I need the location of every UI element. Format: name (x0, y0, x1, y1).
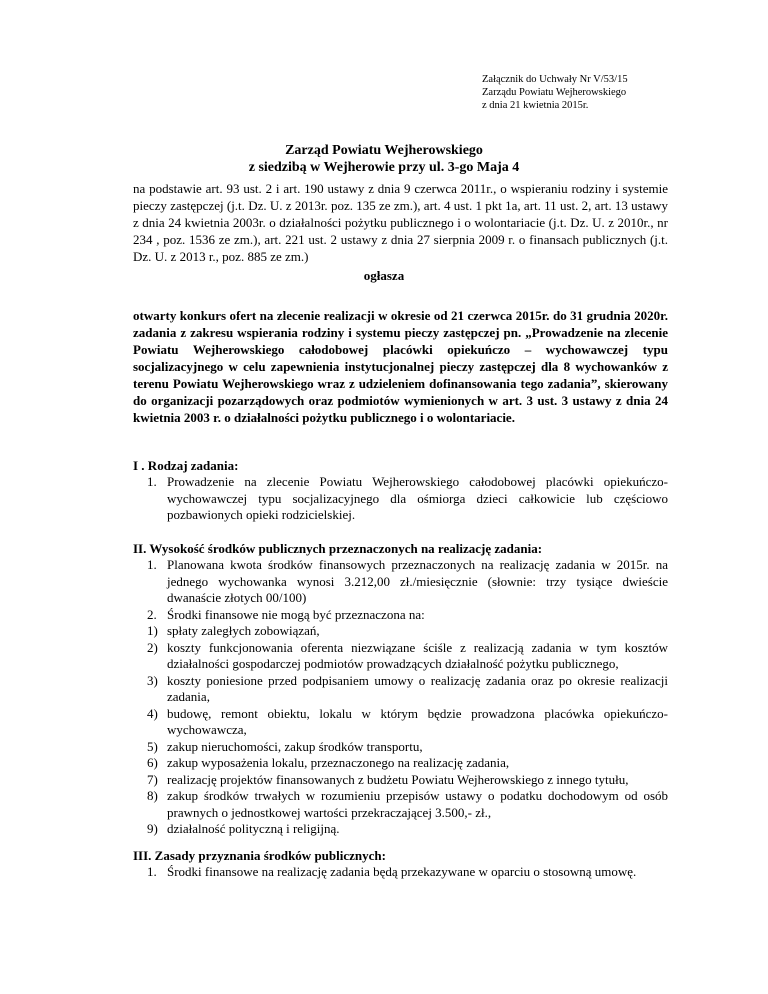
list-item (133, 706, 668, 739)
item-number: 7) (147, 771, 158, 787)
section-list (133, 557, 668, 838)
title-line: Zarząd Powiatu Wejherowskiego (285, 143, 483, 158)
item-text: Środki finansowe nie mogą być przeznaczona na: (167, 606, 425, 622)
list-item (133, 673, 668, 706)
item-text: realizację projektów finansowanych z budżetu Powiatu Wejherowskiego z innego tytułu, (167, 771, 629, 787)
annex-line: z dnia 21 kwietnia 2015r. (482, 100, 589, 111)
item-text: Środki finansowe na realizację zadania będą przekazywane w oparciu o stosowną umowę. (167, 864, 637, 879)
annex-line: Zarządu Powiatu Wejherowskiego (482, 87, 627, 98)
item-number: 5) (147, 738, 158, 754)
annex-line: Załącznik do Uchwały Nr V/53/15 (482, 74, 628, 85)
list-item (133, 821, 668, 838)
annex-note (482, 73, 628, 112)
item-number: 1. (147, 864, 157, 879)
item-number: 4) (147, 705, 158, 721)
item-number: 6) (147, 755, 158, 770)
list-item (133, 474, 668, 524)
legal-basis (133, 180, 668, 265)
item-number: 9) (147, 821, 158, 836)
section-list (133, 864, 668, 881)
item-text: Prowadzenie na zlecenie Powiatu Wejherowskiego całodobowej placówki opiekuńczo-wychowawczej typu socjalizacyjnego dla ośmiorga dzieci całkowicie lub częściowo pozbawionych opieki rodzicielskiej. (167, 474, 668, 522)
item-number: 2) (147, 639, 158, 655)
section-heading: II. Wysokość środków publicznych przeznaczonych na realizację zadania: (133, 541, 543, 556)
announcement-text: otwarty konkurs ofert na zlecenie realizacji w okresie od 21 czerwca 2015r. do 31 grudnia 2020r. zadania z zakresu wspierania rodziny i systemu pieczy zastępczej pn. „Prowadzenie na zlecenie Powiatu Wejherowskiego całodobowej placówki opiekuńczo – wychowawczej typu socjalizacyjnego w celu zapewnienia instytucjonalnej pieczy zastępczej dla 8 wychowanków z terenu Powiatu Wejherowskiego wraz z udzieleniem dofinansowania tego zadania”, skierowany do organizacji pozarządowych oraz podmiotów wymienionych w art. 3 ust. 3 ustawy z dnia 24 kwietnia 2003 r. o działalności pożytku publicznego i o wolontariacie. (133, 308, 668, 425)
item-number: 3) (147, 672, 158, 688)
item-number: 2. (147, 606, 157, 622)
list-item (133, 557, 668, 607)
section-task-type (133, 458, 668, 524)
section-heading: III. Zasady przyznania środków publicznych: (133, 848, 386, 863)
section-heading: I . Rodzaj zadania: (133, 458, 239, 473)
announcement (133, 307, 668, 426)
item-text: Planowana kwota środków finansowych przeznaczonych na realizację zadania w 2015r. na jednego wychowanka wynosi 3.212,00 zł./miesięcznie (słownie: trzy tysiące dwieście dwanaście złotych 00/100) (167, 557, 668, 605)
list-item (133, 640, 668, 673)
item-text: zakup nieruchomości, zakup środków transportu, (167, 738, 423, 754)
list-item (133, 739, 668, 756)
item-text: działalność polityczną i religijną. (167, 821, 340, 836)
document-title (0, 142, 768, 176)
list-item (133, 623, 668, 640)
item-text: spłaty zaległych zobowiązań, (167, 623, 320, 638)
item-text: zakup wyposażenia lokalu, przeznaczonego na realizację zadania, (167, 755, 510, 770)
list-item (133, 864, 668, 881)
section-funds (133, 541, 668, 838)
announces-heading: ogłasza (363, 268, 405, 283)
list-item (133, 607, 668, 624)
item-number: 8) (147, 788, 158, 803)
item-number: 1) (147, 623, 158, 638)
legal-basis-text: na podstawie art. 93 ust. 2 i art. 190 ustawy z dnia 9 czerwca 2011r., o wspieraniu rodziny i systemie pieczy zastępczej (j.t. Dz. U. z 2013r. poz. 135 ze zm.), art. 4 ust. 1 pkt 1a, art. 11 ust. 2, art. 13 ustawy z dnia 24 kwietnia 2003r. o działalności pożytku publicznego i o wolontariacie (j.t. Dz. U. z 2010r., nr 234 , poz. 1536 ze zm.), art. 221 ust. 2 ustawy z dnia 27 sierpnia 2009 r. o finansach publicznych (j.t. Dz. U. z 2013 r., poz. 885 ze zm.) (133, 181, 668, 264)
list-item (133, 772, 668, 789)
item-text: zakup środków trwałych w rozumieniu przepisów ustawy o podatku dochodowym od osób prawnych o jednostkowej wartości przekraczającej 3.500,- zł., (167, 788, 668, 820)
section-list (133, 474, 668, 524)
item-number: 1. (147, 557, 157, 572)
section-funding-rules (133, 848, 668, 881)
list-item (133, 755, 668, 772)
item-text: koszty poniesione przed podpisaniem umowy o realizację zadania oraz po okresie realizacji zadania, (167, 672, 668, 704)
item-text: budowę, remont obiektu, lokalu w którym będzie prowadzona placówka opiekuńczo-wychowawcza, (167, 705, 668, 737)
item-number: 1. (147, 474, 157, 489)
list-item (133, 788, 668, 821)
item-text: koszty funkcjonowania oferenta niezwiązane ściśle z realizacją zadania w tym kosztów działalności gospodarczej podmiotów prowadzących działalność pożytku publicznego, (167, 639, 668, 671)
title-line: z siedzibą w Wejherowie przy ul. 3-go Maja 4 (248, 160, 520, 175)
